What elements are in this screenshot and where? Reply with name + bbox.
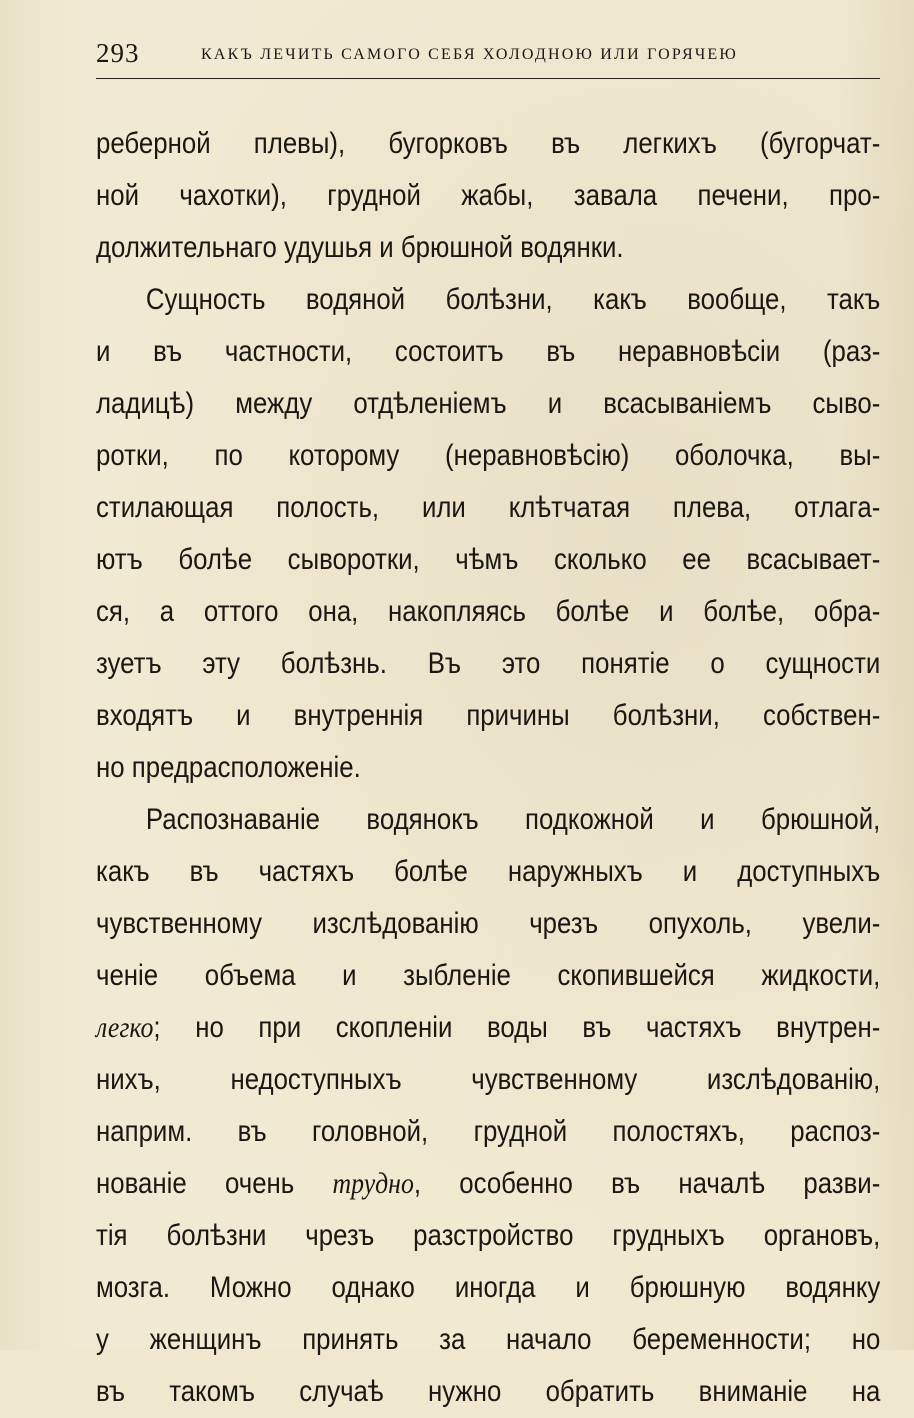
text-line: ротки, по которому (неравновѣсію) оболочка, вы-: [96, 439, 881, 472]
text-line: Распознаваніе водянокъ подкожной и брюшной,: [145, 803, 881, 836]
text-line: ладицѣ) между отдѣленіемъ и всасываніемъ сыво-: [96, 387, 881, 420]
text-line: какъ въ частяхъ болѣе наружныхъ и доступныхъ: [96, 855, 881, 888]
text-line: у женщинъ принять за начало беременности; но: [96, 1323, 881, 1356]
italic-word: легко: [96, 1011, 154, 1044]
text-line: должительнаго удушья и брюшной водянки.: [96, 231, 624, 264]
text-fragment: нованіе очень: [96, 1167, 295, 1200]
text-line: тія болѣзни чрезъ разстройство грудныхъ органовъ,: [96, 1219, 881, 1252]
body-text: [96, 118, 880, 1418]
text-line: зуетъ эту болѣзнь. Въ это понятіе о сущности: [96, 647, 881, 680]
running-title: КАКЪ ЛЕЧИТЬ САМОГО СЕБЯ ХОЛОДНОЮ ИЛИ ГОРЯЧЕЮ: [201, 46, 739, 63]
text-line: нихъ, недоступныхъ чувственному изслѣдованію,: [96, 1063, 881, 1096]
italic-word: трудно: [332, 1167, 414, 1200]
page-header: [96, 38, 880, 79]
text-fragment: , особенно въ началѣ разви-: [413, 1167, 881, 1200]
text-line: и въ частности, состоитъ въ неравновѣсіи (раз-: [96, 335, 881, 368]
text-line: мозга. Можно однако иногда и брюшную водянку: [96, 1271, 881, 1304]
text-line-mixed: [96, 1002, 880, 1054]
text-line: Сущность водяной болѣзни, какъ вообще, такъ: [145, 283, 881, 316]
text-line: входятъ и внутреннія причины болѣзни, собствен-: [96, 699, 881, 732]
text-line: ся, а оттого она, накопляясь болѣе и болѣе, обра-: [96, 595, 881, 628]
text-line: стилающая полость, или клѣтчатая плева, отлага-: [96, 491, 881, 524]
page-number: 293: [96, 38, 140, 68]
text-line: но предрасположеніе.: [96, 751, 361, 784]
text-line: реберной плевы), бугорковъ въ легкихъ (бугорчат-: [96, 127, 881, 160]
text-line: чувственному изслѣдованію чрезъ опухоль, увели-: [96, 907, 881, 940]
text-line: наприм. въ головной, грудной полостяхъ, распоз-: [96, 1115, 881, 1148]
text-line: ютъ болѣе сыворотки, чѣмъ сколько ее всасывает-: [96, 543, 881, 576]
text-fragment: ; но при скопленіи воды въ частяхъ внутрен-: [153, 1011, 881, 1044]
text-line: въ такомъ случаѣ нужно обратить вниманіе на: [96, 1375, 881, 1408]
text-line-mixed: [96, 1158, 880, 1210]
text-line: ченіе объема и зыбленіе скопившейся жидкости,: [96, 959, 881, 992]
text-line: ной чахотки), грудной жабы, завала печени, про-: [96, 179, 881, 212]
